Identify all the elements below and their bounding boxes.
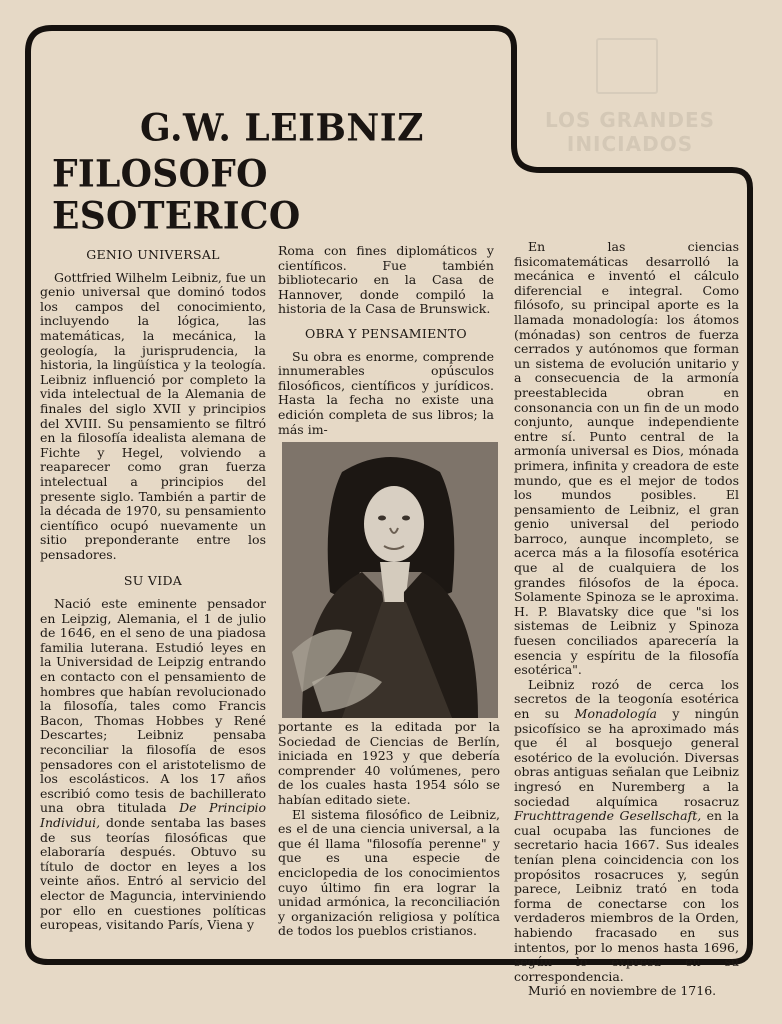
series-banner [520,108,740,156]
vida-text-b: donde sentaba las bases de sus teorías filosóficas que elaboraría después. Obtuvo su título de doctor en leyes a los veinte años. Entró al servicio del elector de Maguncia, interviniendo por ello en cuestiones políticas europeas, visitando París, Viena y [40,814,266,933]
paragraph-obra-1: Su obra es enorme, comprende innumerables opúsculos filosóficos, científicos y jurídicos. Hasta la fecha no existe una edición completa de sus libros; la más im- [278,348,494,437]
leibniz-portrait [282,442,498,718]
paragraph-obra-2: El sistema filosófico de Leibniz, es el de una ciencia universal, a la que él llama "filosofía perenne" y que es una especie de enciclopedia de los conocimientos cuyo último fin era lograr la unidad armónica, la reconciliación y organización religiosa y política de todos los pueblos cristianos. [278,806,500,939]
series-logo [596,38,658,94]
series-line-2: INICIADOS [566,132,694,156]
series-line-1: LOS GRANDES [544,108,716,132]
section-heading-genio: GENIO UNIVERSAL [86,247,220,262]
vida-text-a: Nació este eminente pensador en Leipzig, Alemania, el 1 de julio de 1646, en el seno de una piadosa familia luterana. Estudió leyes en la Universidad de Leipzig entrando en contacto con el pensamiento de hombres que habían revolucionado la filosofía, tales como Francis Bacon, Thomas Hobbes y René Descartes; Leibniz pensaba reconciliar la filosofía de esos pensadores con el aristotelismo de los escolásticos. A los 17 años escribió como tesis de bachillerato una obra titulada [40,596,266,816]
paragraph-genio: Gottfried Wilhelm Leibniz, fue un genio universal que dominó todos los campos del conocimiento, incluyendo la lógica, las matemáticas, la mecánica, la geología, la jurisprudencia, la historia, la lingüística y la teología. Leibniz influenció por completo la vida intelectual de la Alemania de finales del siglo XVII y principios del XVIII. Su pensamiento se filtró en la filosofía idealista alemana de Fichte y Hegel, volviendo a reaparecer como gran fuerza intelectual a principios del presente siglo. También a partir de la década de 1970, su pensamiento científico ocupó nuevamente un sitio preponderante entre los pensadores. [40,269,266,562]
paragraph-rosacruz [514,678,739,984]
rosacruz-text-c: en la cual ocupaba las funciones de secretario hacia 1667. Sus ideales tenían plena coincidencia con los propósitos rosacruces y, según parece, Leibniz trató en toda forma de conectarse con los verdaderos miembros de la Orden, habiendo fracasado en sus intentos, por lo menos hasta 1696, según lo expresa en su correspondencia. [514,808,739,984]
rosacruz-text-b: y ningún psicofísico se ha aproximado más que él al bosquejo general esotérico de la evolución. Diversas obras antiguas señalan que Leibniz ingresó en Nuremberg a la sociedad alquímica rosacruz [514,706,739,809]
paragraph-muerte: Murió en noviembre de 1716. [528,983,717,999]
section-heading-vida: SU VIDA [123,573,183,589]
paragraph-ciencias: En las ciencias fisicomatemáticas desarrolló la mecánica e inventó el cálculo diferencial e integral. Como filósofo, su principal aporte es la llamada monadología: los átomos (mónadas) son centros de fuerza cerrados y autónomos que forman un sistema de evolución unitario y a consecuencia de la armonía preestablecida obran en consonancia con un fin de un modo conjunto, aunque independiente entre sí. Punto central de la armonía universal es Dios, mónada primera, infinita y creadora de este mundo, que es el mejor de todos los mundos posibles. El pensamiento de Leibniz, el gran genio universal del periodo barroco, aunque incompleto, se acerca más a la filosofía esotérica que al de cualquiera de los grandes filósofos de la época. Solamente Spinoza se le aproxima. H. P. Blavatsky dice que "si los sistemas de Leibniz y Spinoza fuesen conciliados aparecería la esencia y espíritu de la filosofía esotérica". [514,239,739,678]
column-3 [514,240,739,999]
column-2 [278,244,494,437]
rosacruz-text-a: Leibniz rozó de cerca los secretos de la teogonía esotérica en su [514,676,739,721]
column-1 [40,248,266,933]
society-title: Fruchttragende Gesellschaft, [514,808,702,824]
paragraph-vida [40,597,266,933]
monadologia-title: Monadología [574,706,657,721]
article-title-line-1: G.W. LEIBNIZ [140,105,424,151]
paragraph-obra-1-cont: portante es la editada por la Sociedad de Ciencias de Berlín, iniciada en 1923 y que debería comprender 40 volúmenes, pero de los cuales hasta 1954 sólo se habían editado siete. [278,719,500,807]
column-2-bottom [278,720,500,939]
section-heading-obra: OBRA Y PENSAMIENTO [305,325,467,341]
paragraph-vida-cont: Roma con fines diplomáticos y científicos. Fue también bibliotecario en la Casa de Hannover, donde compiló la historia de la Casa de Brunswick. [278,243,494,317]
article-title-line-2: FILOSOFO ESOTERICO [52,151,301,239]
vida-book-title: De Principio Individui, [40,800,266,830]
